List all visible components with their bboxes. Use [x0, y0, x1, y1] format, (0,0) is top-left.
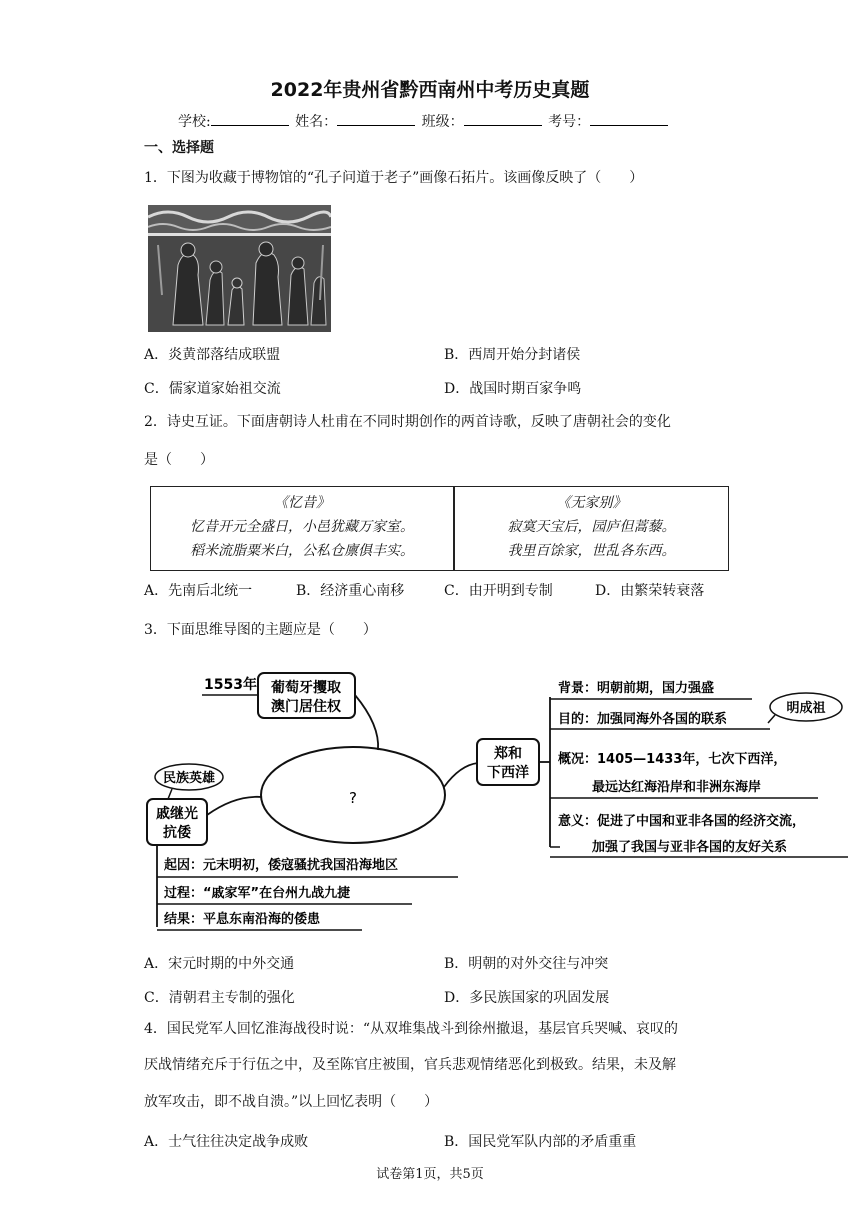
school-blank[interactable] [211, 113, 289, 126]
exam-no-blank[interactable] [590, 113, 668, 126]
q3-stem: 3．下面思维导图的主题应是（ ） [144, 622, 377, 638]
mind-map [0, 655, 860, 945]
zheng-meaning-1: 意义：促进了中国和亚非各国的经济交流， [558, 814, 806, 829]
stone-rubbing-image [148, 205, 331, 332]
exam-no-label: 考号： [548, 114, 591, 130]
q2-stem-line2: 是（ ） [144, 452, 214, 468]
name-label: 姓名： [295, 114, 338, 130]
zheng-line2: 下西洋 [487, 765, 529, 781]
q2-option-c[interactable]: C．由开明到专制 [444, 583, 553, 599]
q1-stem: 1．下图为收藏于博物馆的“孔子问道于老子”画像石拓片。该画像反映了（ ） [144, 170, 644, 186]
qi-result: 结果：平息东南沿海的倭患 [164, 912, 321, 927]
q3-option-d[interactable]: D．多民族国家的巩固发展 [444, 990, 610, 1006]
qi-line1: 戚继光 [156, 806, 198, 822]
q2-option-b[interactable]: B．经济重心南移 [296, 583, 405, 599]
name-blank[interactable] [337, 113, 415, 126]
poem1-line1: 忆昔开元全盛日，小邑犹藏万家室。 [190, 519, 414, 535]
poem1-title: 《忆昔》 [274, 495, 330, 511]
q1-option-b[interactable]: B．西周开始分封诸侯 [444, 347, 581, 363]
poem2-title: 《无家别》 [556, 495, 627, 511]
zheng-line1: 郑和 [494, 746, 522, 762]
q4-option-a[interactable]: A．士气往往决定战争成败 [144, 1134, 309, 1150]
poem2-line1: 寂寞天宝后，园庐但蒿藜。 [507, 519, 676, 535]
zheng-overview-1: 概况：1405—1433年，七次下西洋， [558, 752, 787, 767]
portugal-line1: 葡萄牙攫取 [271, 680, 341, 696]
portugal-line2: 澳门居住权 [271, 699, 341, 715]
school-label: 学校: [178, 114, 211, 130]
q3-option-a[interactable]: A．宋元时期的中外交通 [144, 956, 295, 972]
zheng-meaning-2: 加强了我国与亚非各国的友好关系 [592, 840, 788, 855]
q3-option-c[interactable]: C．清朝君主专制的强化 [144, 990, 295, 1006]
q4-stem-line3: 放军攻击，即不战自溃。”以上回忆表明（ ） [144, 1094, 439, 1110]
zheng-background: 背景：明朝前期，国力强盛 [558, 681, 715, 696]
q1-option-c[interactable]: C．儒家道家始祖交流 [144, 381, 281, 397]
q1-option-a[interactable]: A．炎黄部落结成联盟 [144, 347, 281, 363]
page-footer: 试卷第1页，共5页 [376, 1167, 484, 1182]
poem1-cell [151, 487, 453, 570]
poem2-cell [455, 487, 728, 570]
q1-option-d[interactable]: D．战国时期百家争鸣 [444, 381, 582, 397]
qi-cause: 起因：元末明初，倭寇骚扰我国沿海地区 [164, 858, 399, 873]
student-info-line [178, 111, 670, 131]
q4-stem-line2: 厌战情绪充斥于行伍之中，及至陈官庄被围，官兵悲观情绪恶化到极致。结果，未及解 [144, 1057, 676, 1073]
hero-label: 民族英雄 [162, 771, 216, 786]
year-label: 1553年 [204, 677, 257, 693]
poem1-line2: 稻米流脂粟米白，公私仓廪俱丰实。 [190, 543, 414, 559]
zheng-purpose: 目的：加强同海外各国的联系 [558, 712, 728, 727]
class-label: 班级： [421, 114, 464, 130]
q3-option-b[interactable]: B．明朝的对外交往与冲突 [444, 956, 609, 972]
page-title: 2022年贵州省黔西南州中考历史真题 [270, 79, 590, 101]
q2-stem-line1: 2．诗史互证。下面唐朝诗人杜甫在不同时期创作的两首诗歌，反映了唐朝社会的变化 [144, 414, 671, 430]
poem2-line2: 我里百馀家，世乱各东西。 [507, 543, 676, 559]
class-blank[interactable] [464, 113, 542, 126]
section-heading: 一、选择题 [144, 140, 214, 156]
zheng-overview-2: 最远达红海沿岸和非洲东海岸 [592, 780, 762, 795]
q4-option-b[interactable]: B．国民党军队内部的矛盾重重 [444, 1134, 637, 1150]
q4-stem-line1: 4．国民党军人回忆淮海战役时说：“从双堆集战斗到徐州撤退，基层官兵哭喊、哀叹的 [144, 1021, 679, 1037]
q2-option-a[interactable]: A．先南后北统一 [144, 583, 253, 599]
poem-table [150, 486, 729, 571]
q2-option-d[interactable]: D．由繁荣转衰落 [595, 583, 705, 599]
qi-process: 过程：“戚家军”在台州九战九捷 [164, 886, 351, 901]
qi-line2: 抗倭 [163, 825, 191, 841]
emperor-label: 明成祖 [786, 701, 826, 716]
center-question-mark: ? [349, 789, 357, 807]
